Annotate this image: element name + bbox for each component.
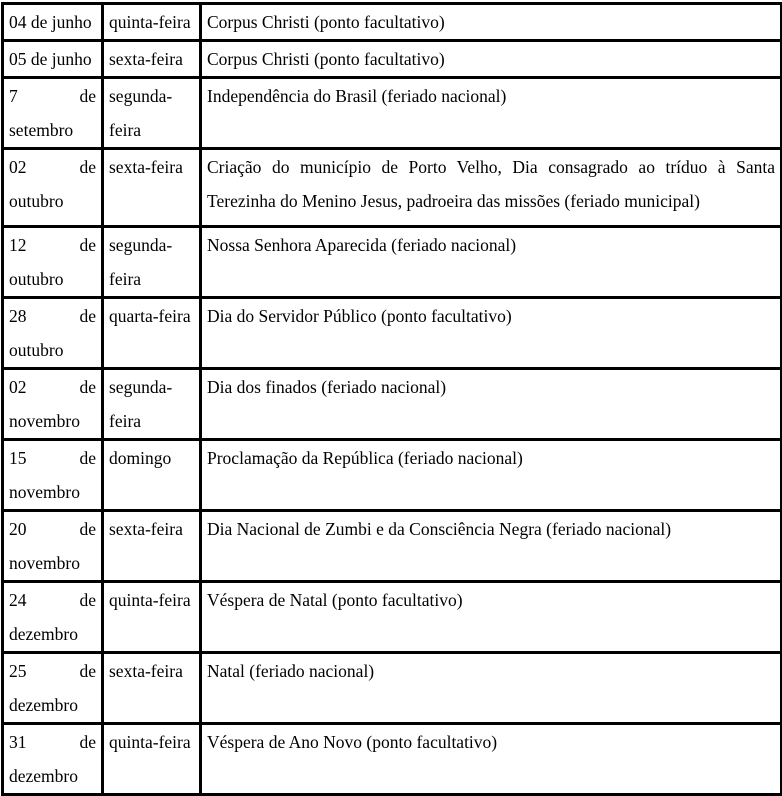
holiday-table	[1, 2, 782, 796]
description-cell: Véspera de Ano Novo (ponto facultativo)	[201, 724, 782, 795]
weekday-cell: domingo	[103, 440, 201, 511]
description-cell: Véspera de Natal (ponto facultativo)	[201, 582, 782, 653]
table-row	[3, 653, 782, 724]
weekday-cell: quinta-feira	[103, 724, 201, 795]
description-cell: Corpus Christi (ponto facultativo)	[201, 41, 782, 78]
weekday-cell: segunda-feira	[103, 78, 201, 149]
weekday-cell: quarta-feira	[103, 298, 201, 369]
date-cell: 05 de junho	[3, 41, 103, 78]
date-cell: 15 de novembro	[3, 440, 103, 511]
weekday-cell: quinta-feira	[103, 4, 201, 41]
date-cell: 02 de outubro	[3, 149, 103, 227]
description-cell: Proclamação da República (feriado nacional)	[201, 440, 782, 511]
date-cell: 20 de novembro	[3, 511, 103, 582]
description-cell: Natal (feriado nacional)	[201, 653, 782, 724]
description-cell: Criação do município de Porto Velho, Dia consagrado ao tríduo à Santa Terezinha do Menino Jesus, padroeira das missões (feriado municipal)	[201, 149, 782, 227]
weekday-cell: segunda-feira	[103, 227, 201, 298]
table-row	[3, 78, 782, 149]
date-cell: 24 de dezembro	[3, 582, 103, 653]
description-cell: Dia Nacional de Zumbi e da Consciência Negra (feriado nacional)	[201, 511, 782, 582]
weekday-cell: quinta-feira	[103, 582, 201, 653]
table-row	[3, 582, 782, 653]
date-cell: 25 de dezembro	[3, 653, 103, 724]
table-row	[3, 298, 782, 369]
date-cell: 28 de outubro	[3, 298, 103, 369]
date-cell: 04 de junho	[3, 4, 103, 41]
description-cell: Nossa Senhora Aparecida (feriado nacional)	[201, 227, 782, 298]
date-cell: 7 de setembro	[3, 78, 103, 149]
weekday-cell: sexta-feira	[103, 511, 201, 582]
description-cell: Corpus Christi (ponto facultativo)	[201, 4, 782, 41]
weekday-cell: sexta-feira	[103, 149, 201, 227]
table-row	[3, 440, 782, 511]
table-row	[3, 149, 782, 227]
table-row	[3, 4, 782, 41]
table-row	[3, 369, 782, 440]
weekday-cell: sexta-feira	[103, 41, 201, 78]
table-row	[3, 227, 782, 298]
holiday-table-body	[3, 4, 782, 795]
date-cell: 31 de dezembro	[3, 724, 103, 795]
table-row	[3, 724, 782, 795]
date-cell: 02 de novembro	[3, 369, 103, 440]
description-cell: Dia do Servidor Público (ponto facultativo)	[201, 298, 782, 369]
date-cell: 12 de outubro	[3, 227, 103, 298]
table-row	[3, 41, 782, 78]
weekday-cell: segunda-feira	[103, 369, 201, 440]
table-row	[3, 511, 782, 582]
description-cell: Independência do Brasil (feriado nacional)	[201, 78, 782, 149]
description-cell: Dia dos finados (feriado nacional)	[201, 369, 782, 440]
weekday-cell: sexta-feira	[103, 653, 201, 724]
